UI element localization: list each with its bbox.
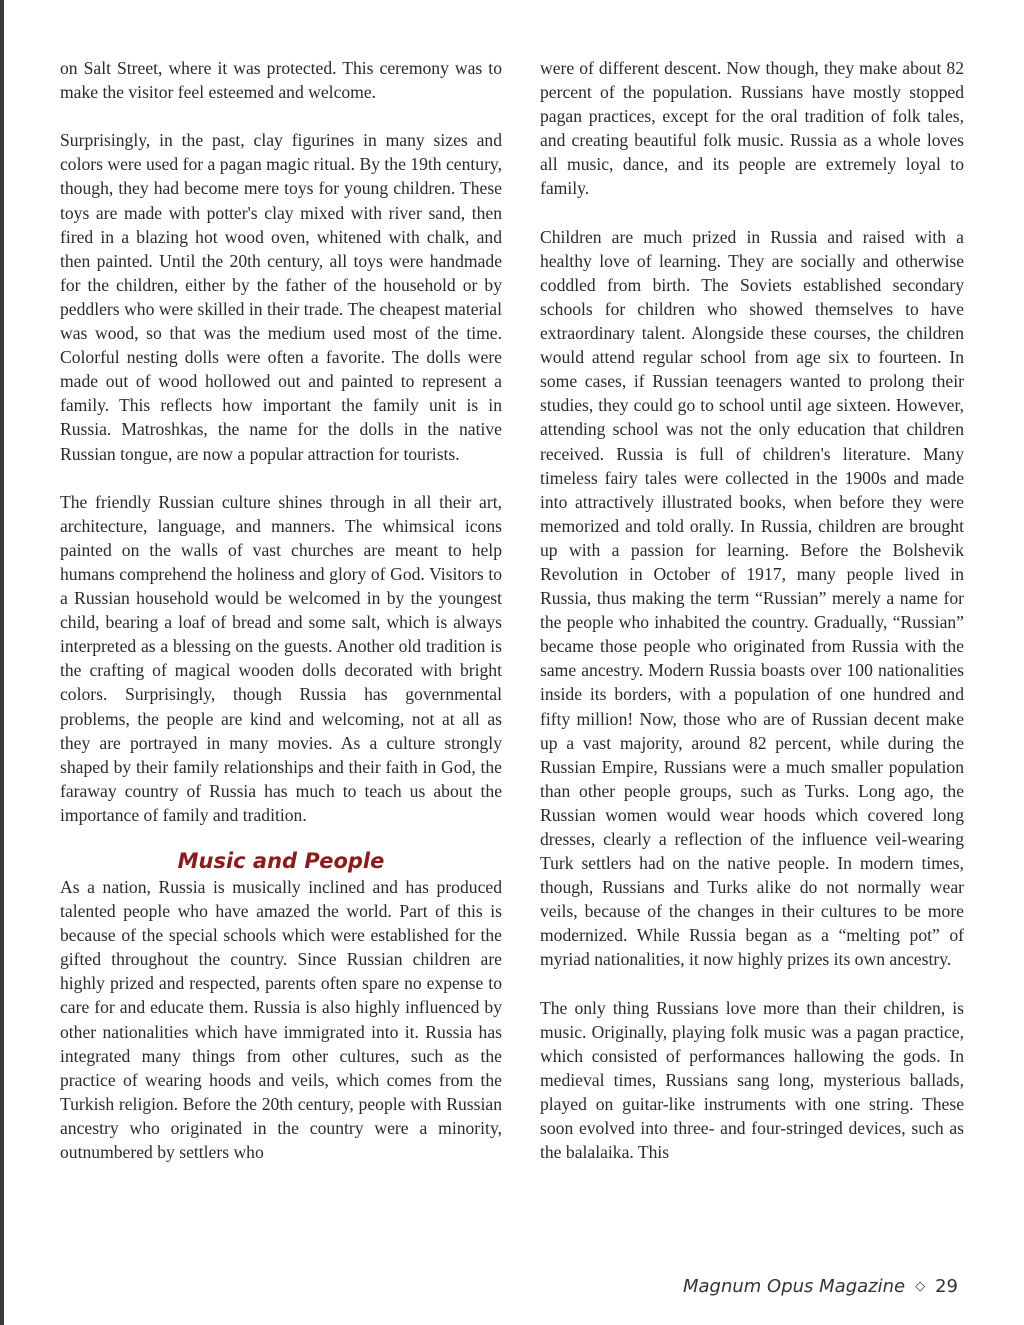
right-paragraph-2: Children are much prized in Russia and raised with a healthy love of learning. They are socially and otherwise coddled from birth. The Soviets established secondary schools for children who showed themselves to have extraordinary talent. Alongside these courses, the children would attend regular school from age six to fourteen. In some cases, if Russian teenagers wanted to prolong their studies, they could go to school until age sixteen. However, attending school was not the only education that children received. Russia is full of children's literature. Many timeless fairy tales were collected in the 1900s and made into attractively illustrated books, when before they were memorized and told orally. In Russia, children are brought up with a passion for learning. Before the Bolshevik Revolution in October of 1917, many people lived in Russia, thus making the term “Russian” merely a name for the people who inhabited the country. Gradually, “Russian” became those people who originated from Russia with the same ancestry. Modern Russia boasts over 100 nationalities inside its borders, with a population of one hundred and fifty million! Now, those who are of Russian decent make up a vast majority, around 82 percent, while during the Russian Empire, Russians were a much smaller population than other people groups, such as Turks. Long ago, the Russian women would wear hoods which covered long dresses, clearly a reflection of the influence veil-wearing Turk settlers had on the native people. In modern times, though, Russians and Turks alike do not normally wear veils, because of the changes in their cultures to be more modernized. While Russia began as a “melting pot” of myriad nationalities, it now highly prizes its own ancestry.: [540, 226, 964, 970]
page-footer: [0, 1276, 958, 1297]
diamond-separator-icon: ◇: [915, 1279, 926, 1294]
page-number: 29: [935, 1276, 958, 1297]
right-column: [540, 56, 964, 1164]
left-paragraph-2: Surprisingly, in the past, clay figurines in many sizes and colors were used for a pagan magic ritual. By the 19th century, though, they had become mere toys for young children. These toys are made with potter's clay mixed with river sand, then fired in a blazing hot wood oven, whitened with chalk, and then painted. Until the 20th century, all toys were handmade for the children, either by the father of the household or by peddlers who were skilled in their trade. The cheapest material was wood, so that was the medium used most of the time. Colorful nesting dolls were often a favorite. The dolls were made out of wood hollowed out and painted to represent a family. This reflects how important the family unit is in Russia. Matroshkas, the name for the dolls in the native Russian tongue, are now a popular attraction for tourists.: [60, 130, 502, 464]
right-paragraph-3: The only thing Russians love more than their children, is music. Originally, playing folk music was a pagan practice, which consisted of performances hallowing the gods. In medieval times, Russians sang long, mysterious ballads, played on guitar-like instruments with one string. These soon evolved into three- and four-stringed devices, such as the balalaika. This: [540, 997, 964, 1163]
left-column: [60, 56, 502, 1164]
left-paragraph-4: As a nation, Russia is musically inclined and has produced talented people who have amazed the world. Part of this is because of the special schools which were established for the gifted throughout the country. Since Russian children are highly prized and respected, parents often spare no expense to care for and educate them. Russia is also highly influenced by other nationalities which have immigrated into it. Russia has integrated many things from other cultures, such as the practice of wearing hoods and veils, which comes from the Turkish religion. Before the 20th century, people with Russian ancestry who originated in the country were a minority, outnumbered by settlers who: [60, 877, 502, 1163]
section-heading-music-and-people: Music and People: [177, 849, 385, 873]
magazine-name: Magnum Opus Magazine: [682, 1276, 906, 1297]
page-edge-rule: [0, 0, 4, 1325]
left-paragraph-3: The friendly Russian culture shines through in all their art, architecture, language, and manners. The whimsical icons painted on the walls of vast churches are meant to help humans comprehend the holiness and glory of God. Visitors to a Russian household would be welcomed in by the youngest child, bearing a loaf of bread and some salt, which is always interpreted as a blessing on the guests. Another old tradition is the crafting of magical wooden dolls decorated with bright colors. Surprisingly, though Russia has governmental problems, the people are kind and welcoming, not at all as they are portrayed in many movies. As a culture strongly shaped by their family relationships and their faith in God, the faraway country of Russia has much to teach us about the importance of family and tradition.: [60, 491, 502, 825]
right-paragraph-1: were of different descent. Now though, they make about 82 percent of the population. Russians have mostly stopped pagan practices, except for the oral tradition of folk tales, and creating beautiful folk music. Russia as a whole loves all music, dance, and its people are extremely loyal to family.: [540, 58, 964, 199]
left-paragraph-1: on Salt Street, where it was protected. This ceremony was to make the visitor feel esteemed and welcome.: [60, 58, 502, 103]
